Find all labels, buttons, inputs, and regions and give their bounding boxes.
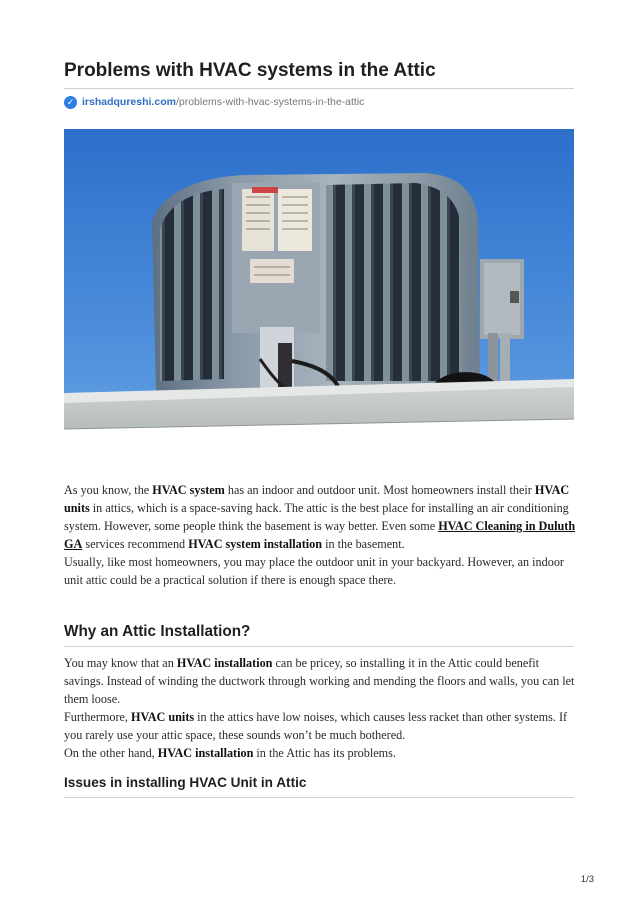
intro-text-5: in the basement. (322, 537, 405, 552)
source-line (64, 95, 364, 109)
s1-bold-hvac-units: HVAC units (131, 710, 195, 725)
intro-paragraph-2: Usually, like most homeowners, you may place the outdoor unit in your backyard. However, an indoor unit attic could be a practical solution if there is enough space there. (64, 555, 564, 588)
title-divider (64, 88, 574, 89)
s1-bold-hvac-installation-2: HVAC installation (157, 746, 254, 761)
intro-bold-hvac-system: HVAC system (152, 483, 225, 497)
intro-paragraph (64, 481, 576, 590)
hvac-outdoor-unit-photo (64, 129, 574, 468)
verified-check-icon: ✓ (64, 96, 77, 109)
s1-text-5: On the other hand, (64, 746, 158, 761)
hvac-cleaning-duluth-link[interactable]: HVAC Cleaning in Duluth GA (64, 519, 576, 552)
source-domain-link[interactable]: irshadqureshi.com (82, 96, 176, 108)
s1-text-3: Furthermore, (64, 710, 132, 725)
intro-bold-hvac-units: HVAC units (64, 483, 570, 516)
s1-text-4: in the attics have low noises, which causes less racket than other systems. If you rarely use your attic space, these sounds won’t be much bothered. (64, 710, 568, 743)
intro-text-2: has an indoor and outdoor unit. Most homeowners install their (224, 483, 535, 497)
section1-paragraph (64, 654, 576, 763)
s1-text-1: You may know that an (64, 656, 177, 670)
intro-text-4: services recommend (82, 537, 189, 552)
s1-text-6: in the Attic has its problems. (253, 746, 396, 761)
section-divider-2 (64, 797, 574, 798)
intro-text-3: in attics, which is a space-saving hack. The attic is the best place for installing an air conditioning system. However, some people think the basement is way better. Even some (64, 501, 569, 534)
section-heading-why-attic: Why an Attic Installation? (64, 623, 251, 640)
intro-bold-hvac-system-installation: HVAC system installation (188, 537, 323, 552)
source-path-link[interactable]: /problems-with-hvac-systems-in-the-attic (175, 96, 365, 108)
section-divider (64, 646, 574, 647)
s1-text-2: can be pricey, so installing it in the Attic could benefit savings. Instead of winding the ductwork through working and mending the floors and walls, you can let them loose. (64, 656, 575, 707)
s1-bold-hvac-installation: HVAC installation (176, 656, 273, 670)
page-number: 1/3 (580, 874, 594, 885)
section-heading-issues: Issues in installing HVAC Unit in Attic (64, 775, 307, 790)
intro-text-1: As you know, the (64, 483, 153, 497)
page-title: Problems with HVAC systems in the Attic (64, 60, 436, 81)
